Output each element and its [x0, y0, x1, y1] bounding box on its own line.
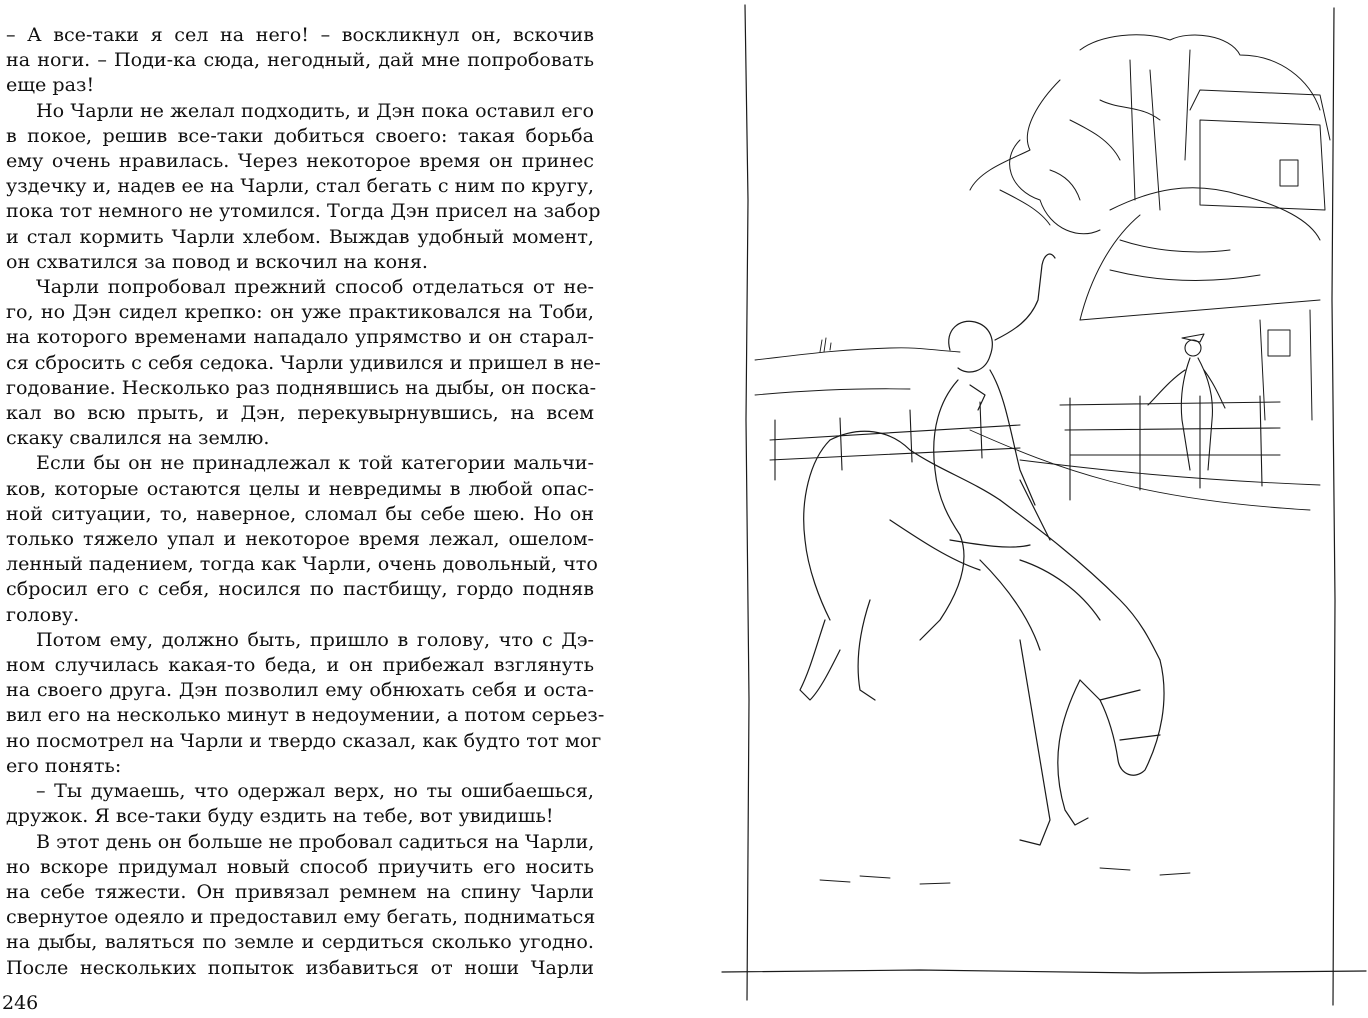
fence [770, 396, 1280, 500]
text-line: сбросил его с себя, носился по пастбищу, гордо подняв [6, 577, 594, 601]
text-line: свернутое одеяло и предоставил ему бегать, подниматься [6, 905, 596, 929]
text-line: только тяжело упал и некоторое время лежал, ошелом- [6, 527, 594, 551]
pony [800, 431, 1164, 845]
text-line: на которого временами нападало упрямство и он старал- [6, 325, 594, 349]
text-line: еще раз! [6, 73, 95, 97]
farmer-figure [1148, 334, 1225, 470]
text-line: он схватился за повод и вскочил на коня. [6, 249, 428, 273]
text-line: и стал кормить Чарли хлебом. Выждав удобный момент, [6, 224, 594, 248]
text-line: в покое, решив все-таки добиться своего: такая борьба [6, 123, 594, 147]
text-line: пока тот немного не утомился. Тогда Дэн присел на забор [6, 199, 601, 223]
illustration [720, 0, 1368, 1018]
text-line: на ноги. – Поди-ка сюда, негодный, дай мне попробовать [6, 48, 594, 72]
text-line: голову. [6, 602, 80, 626]
text-line: но вскоре придумал новый способ приучить его носить [6, 854, 594, 878]
text-line: го, но Дэн сидел крепко: он уже практиковался на Тоби, [6, 300, 594, 324]
body-text [6, 22, 605, 980]
tree [970, 35, 1320, 234]
text-line: Потом ему, должно быть, пришло в голову, что с Дэ- [36, 627, 594, 651]
text-line: дружок. Я все-таки буду ездить на тебе, вот увидишь! [6, 804, 554, 828]
text-line: ном случилась какая-то беда, и он прибежал взглянуть [6, 653, 594, 677]
text-line: После нескольких попыток избавиться от ноши Чарли [6, 955, 594, 979]
text-line: – Ты думаешь, что одержал верх, но ты ошибаешься, [36, 779, 594, 803]
text-line: ной ситуации, то, наверное, сломал бы себе шею. Но он [6, 501, 594, 525]
text-line: его понять: [6, 753, 122, 777]
text-line: вил его на несколько минут в недоумении, а потом серьез- [6, 703, 605, 727]
page-number: 246 [2, 992, 39, 1014]
text-line: кал во всю прыть, и Дэн, перекувырнувшись, на всем [6, 401, 594, 425]
text-line: но посмотрел на Чарли и твердо сказал, как будто тот мог [6, 728, 602, 752]
text-line: Если бы он не принадлежал к той категории мальчи- [36, 451, 594, 475]
boy-rider [920, 254, 1055, 640]
text-line: Но Чарли не желал подходить, и Дэн пока оставил его [36, 98, 594, 122]
text-line: уздечку и, надев ее на Чарли, стал бегать с ним по кругу, [6, 174, 594, 198]
text-line: скаку свалился на землю. [6, 426, 270, 450]
right-page [720, 0, 1368, 1018]
text-line: годование. Несколько раз поднявшись на дыбы, он поска- [6, 375, 597, 399]
text-line: Чарли попробовал прежний способ отделаться от не- [36, 275, 594, 299]
text-line: на дыбы, валяться по земле и сердиться сколько угодно. [6, 930, 594, 954]
text-line: на себе тяжести. Он привязал ремнем на спину Чарли [6, 879, 594, 903]
left-page [0, 0, 640, 1018]
text-line: ему очень нравилась. Через некоторое время он принес [6, 149, 594, 173]
text-line: ленный падением, тогда как Чарли, очень довольный, что [6, 552, 598, 576]
text-line: на своего друга. Дэн позволил ему обнюхать себя и оста- [6, 678, 594, 702]
illustration-frame [722, 5, 1366, 1005]
ground-marks [820, 868, 1190, 884]
text-line: В этот день он больше не пробовал садиться на Чарли, [36, 829, 595, 853]
text-line: – А все-таки я сел на него! – воскликнул он, вскочив [6, 23, 594, 46]
text-line: ся сбросить с себя седока. Чарли удивился и пришел в не- [6, 350, 601, 374]
text-line: ков, которые остаются целы и невредимы в любой опас- [6, 476, 594, 500]
